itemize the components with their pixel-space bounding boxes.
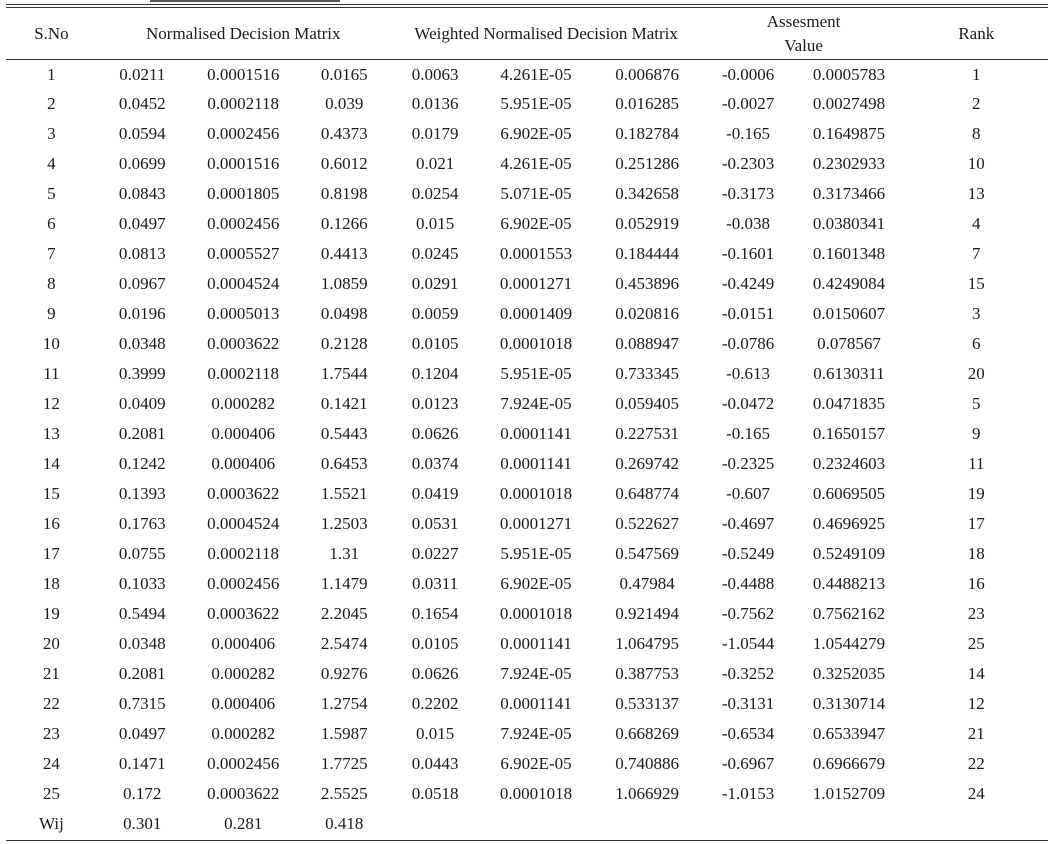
cell-ndm-3: 1.7725: [320, 754, 368, 773]
cell-wndm-1: 0.0626: [411, 424, 459, 443]
cell-sno: 16: [42, 514, 60, 533]
table-row: [6, 539, 1048, 569]
cell-wndm-1: 0.0374: [411, 454, 459, 473]
cell-wndm-1: 0.0419: [411, 484, 459, 503]
cell-ndm-1: 0.7315: [118, 694, 166, 713]
cell-ndm-1: 0.0497: [118, 214, 166, 233]
cell-assess-neg: -0.4697: [721, 514, 775, 533]
cell-ndm-1: 0.2081: [118, 664, 166, 683]
weight-value: 0.301: [123, 814, 162, 833]
cell-sno: 21: [42, 664, 60, 683]
cell-wndm-2: 7.924E-05: [500, 664, 572, 683]
cell-assess-pos: 0.4249084: [812, 274, 886, 293]
cell-wndm-2: 7.924E-05: [500, 394, 572, 413]
cell-ndm-1: 0.0211: [119, 65, 166, 84]
header-rank: Rank: [958, 23, 995, 43]
table-row: [6, 719, 1048, 749]
cell-ndm-2: 0.0002456: [207, 754, 280, 773]
cell-assess-pos: 0.5249109: [812, 544, 886, 563]
header-weighted-normalised-decision-matrix: Weighted Normalised Decision Matrix: [414, 23, 678, 43]
cell-ndm-2: 0.0002456: [207, 214, 280, 233]
table-row: [6, 239, 1048, 269]
empty-cell: [793, 809, 904, 839]
cell-ndm-1: 0.2081: [118, 424, 166, 443]
cell-ndm-1: 0.0755: [118, 544, 166, 563]
header-row: [6, 8, 1048, 59]
cell-ndm-3: 0.9276: [320, 664, 368, 683]
table-row: [6, 209, 1048, 239]
table-row: [6, 269, 1048, 299]
table-row: [6, 59, 1048, 89]
cell-assess-pos: 0.2324603: [812, 454, 886, 473]
cell-ndm-1: 0.0699: [118, 154, 166, 173]
cell-assess-neg: -0.165: [726, 124, 770, 143]
cell-wndm-3: 1.064795: [615, 634, 679, 653]
header-sno: S.No: [34, 23, 69, 43]
cell-wndm-3: 0.533137: [615, 694, 679, 713]
cell-assess-pos: 0.1650157: [812, 424, 886, 443]
cell-assess-neg: -0.0786: [721, 334, 775, 353]
table-body: [6, 59, 1048, 839]
cell-wndm-3: 0.547569: [615, 544, 679, 563]
cell-wndm-2: 5.071E-05: [500, 184, 572, 203]
header-assessment-line1: Assesment: [766, 11, 841, 31]
cell-wndm-2: 6.902E-05: [500, 754, 572, 773]
cell-ndm-2: 0.0004524: [207, 274, 280, 293]
empty-cell: [592, 809, 703, 839]
cell-wndm-3: 0.052919: [615, 214, 679, 233]
cell-rank: 18: [967, 544, 985, 563]
cell-ndm-2: 0.0001516: [207, 154, 280, 173]
cell-ndm-1: 0.3999: [118, 364, 166, 383]
cell-ndm-3: 0.0165: [320, 65, 368, 84]
cell-sno: 5: [47, 184, 56, 203]
cell-wndm-2: 0.0001553: [499, 244, 573, 263]
cell-wndm-3: 0.453896: [615, 274, 679, 293]
cell-assess-pos: 0.1649875: [812, 124, 886, 143]
cell-ndm-2: 0.0005013: [207, 304, 280, 323]
cell-rank: 13: [967, 184, 985, 203]
cell-sno: 24: [42, 754, 60, 773]
cell-assess-pos: 0.7562162: [812, 604, 886, 623]
cell-sno: 11: [43, 364, 60, 383]
cell-wndm-2: 6.902E-05: [500, 574, 572, 593]
cell-rank: 20: [967, 364, 985, 383]
cell-assess-neg: -0.0472: [721, 394, 775, 413]
cell-ndm-3: 1.5521: [320, 484, 368, 503]
cell-ndm-1: 0.1393: [118, 484, 166, 503]
cell-sno: 2: [47, 94, 56, 113]
table-row: [6, 299, 1048, 329]
top-rule: [6, 4, 1048, 5]
table-row: [6, 359, 1048, 389]
table-row: [6, 89, 1048, 119]
cell-wndm-1: 0.0105: [411, 334, 459, 353]
cell-wndm-1: 0.0254: [411, 184, 459, 203]
cell-wndm-1: 0.0059: [411, 304, 459, 323]
table-row: [6, 119, 1048, 149]
cell-assess-pos: 0.1601348: [812, 244, 886, 263]
cell-sno: 3: [47, 124, 56, 143]
cell-ndm-1: 0.1763: [118, 514, 166, 533]
cell-wndm-1: 0.0626: [411, 664, 459, 683]
cell-ndm-3: 0.8198: [320, 184, 368, 203]
cell-sno: 4: [47, 154, 56, 173]
cell-wndm-3: 1.066929: [615, 784, 679, 803]
cell-wndm-1: 0.0063: [411, 65, 459, 84]
table-row: [6, 629, 1048, 659]
cell-ndm-1: 0.0594: [118, 124, 166, 143]
cell-wndm-1: 0.0443: [411, 754, 459, 773]
cell-assess-neg: -1.0153: [721, 784, 775, 803]
cell-wndm-1: 0.1654: [411, 604, 459, 623]
cell-assess-pos: 0.4696925: [812, 514, 886, 533]
cell-wndm-3: 0.342658: [615, 184, 679, 203]
cell-assess-pos: 0.0027498: [812, 94, 886, 113]
cell-wndm-2: 0.0001271: [499, 274, 573, 293]
cell-wndm-3: 0.387753: [615, 664, 679, 683]
cell-wndm-1: 0.0105: [411, 634, 459, 653]
cell-sno: 10: [42, 334, 60, 353]
cell-sno: 6: [47, 214, 56, 233]
cell-assess-pos: 0.3173466: [812, 184, 886, 203]
empty-cell: [905, 809, 1048, 839]
cell-rank: 8: [972, 124, 981, 143]
cell-ndm-3: 1.5987: [320, 724, 368, 743]
cell-assess-neg: -0.3131: [721, 694, 775, 713]
table-row: [6, 179, 1048, 209]
cell-rank: 22: [967, 754, 985, 773]
cell-assess-neg: -0.2303: [721, 154, 775, 173]
cell-wndm-3: 0.251286: [615, 154, 679, 173]
cell-assess-pos: 0.6069505: [812, 484, 886, 503]
cell-ndm-3: 2.5474: [320, 634, 368, 653]
cell-wndm-1: 0.0245: [411, 244, 459, 263]
table-row: [6, 449, 1048, 479]
cropped-text-fragment: [150, 0, 340, 2]
cell-assess-pos: 0.0005783: [812, 65, 886, 84]
cell-assess-neg: -0.165: [726, 424, 770, 443]
weights-label: Wij: [39, 814, 64, 833]
header-normalised-decision-matrix: Normalised Decision Matrix: [146, 23, 341, 43]
cell-ndm-3: 0.1421: [320, 394, 368, 413]
cell-sno: 15: [42, 484, 60, 503]
cell-wndm-2: 7.924E-05: [500, 724, 572, 743]
cell-sno: 12: [42, 394, 60, 413]
cell-ndm-1: 0.1471: [118, 754, 166, 773]
cell-ndm-2: 0.0003622: [207, 604, 280, 623]
cell-wndm-1: 0.2202: [411, 694, 459, 713]
table-row: [6, 689, 1048, 719]
cell-rank: 3: [972, 304, 981, 323]
cell-wndm-1: 0.0123: [411, 394, 459, 413]
cell-ndm-2: 0.000282: [211, 394, 276, 413]
weights-row: [6, 809, 1048, 839]
cell-assess-neg: -0.4488: [721, 574, 775, 593]
cell-wndm-2: 0.0001409: [499, 304, 573, 323]
cell-wndm-3: 0.088947: [615, 334, 679, 353]
cell-assess-neg: -0.3173: [721, 184, 775, 203]
cell-sno: 23: [42, 724, 60, 743]
cell-rank: 4: [972, 214, 981, 233]
cell-ndm-1: 0.172: [123, 784, 162, 803]
cell-wndm-3: 0.522627: [615, 514, 679, 533]
cell-ndm-3: 2.5525: [320, 784, 368, 803]
cell-assess-pos: 0.0380341: [812, 214, 886, 233]
cell-ndm-2: 0.000406: [211, 694, 276, 713]
header-assessment-value: [703, 8, 905, 59]
header-assessment-line2: Value: [784, 35, 823, 55]
cell-rank: 7: [972, 244, 981, 263]
cell-sno: 19: [42, 604, 60, 623]
table-row: [6, 779, 1048, 809]
cell-sno: 14: [42, 454, 60, 473]
cell-ndm-1: 0.0196: [118, 304, 166, 323]
cell-sno: 7: [47, 244, 56, 263]
cell-rank: 5: [972, 394, 981, 413]
cell-wndm-2: 0.0001018: [499, 484, 573, 503]
cell-wndm-2: 0.0001141: [500, 694, 572, 713]
cell-wndm-3: 0.227531: [615, 424, 679, 443]
cell-wndm-3: 0.47984: [619, 574, 675, 593]
cell-ndm-3: 0.4413: [320, 244, 368, 263]
cell-ndm-3: 1.1479: [320, 574, 368, 593]
cell-ndm-1: 0.0967: [118, 274, 166, 293]
cell-assess-neg: -0.7562: [721, 604, 775, 623]
cell-wndm-2: 0.0001141: [500, 424, 572, 443]
cell-ndm-2: 0.000406: [211, 454, 276, 473]
weight-value: 0.281: [224, 814, 263, 833]
cell-wndm-2: 0.0001018: [499, 604, 573, 623]
cell-rank: 23: [967, 604, 985, 623]
cell-wndm-2: 0.0001018: [499, 784, 573, 803]
cell-wndm-2: 0.0001018: [499, 334, 573, 353]
table-row: [6, 389, 1048, 419]
cell-assess-neg: -0.1601: [721, 244, 775, 263]
cell-assess-neg: -0.0027: [721, 94, 775, 113]
cell-wndm-2: 0.0001141: [500, 454, 572, 473]
cell-assess-pos: 1.0152709: [812, 784, 886, 803]
cell-assess-pos: 0.0471835: [812, 394, 886, 413]
cell-rank: 21: [967, 724, 985, 743]
cell-ndm-1: 0.0348: [118, 334, 166, 353]
cell-sno: 18: [42, 574, 60, 593]
empty-cell: [481, 809, 592, 839]
cell-rank: 25: [967, 634, 985, 653]
cell-ndm-2: 0.000282: [211, 664, 276, 683]
weight-value: 0.418: [325, 814, 364, 833]
cell-ndm-1: 0.0409: [118, 394, 166, 413]
cell-ndm-1: 0.1033: [118, 574, 166, 593]
cell-rank: 14: [967, 664, 985, 683]
empty-cell: [390, 809, 481, 839]
cell-ndm-3: 0.6012: [320, 154, 368, 173]
table-row: [6, 329, 1048, 359]
cell-assess-neg: -0.0006: [721, 65, 775, 84]
cell-rank: 6: [972, 334, 981, 353]
cell-ndm-2: 0.0004524: [207, 514, 280, 533]
cell-wndm-3: 0.184444: [615, 244, 679, 263]
cell-wndm-3: 0.648774: [615, 484, 679, 503]
cell-ndm-2: 0.0002118: [207, 544, 280, 563]
cell-wndm-3: 0.921494: [615, 604, 679, 623]
cell-assess-pos: 0.2302933: [812, 154, 886, 173]
cell-wndm-2: 6.902E-05: [500, 214, 572, 233]
cell-ndm-2: 0.0002118: [207, 364, 280, 383]
table-row: [6, 149, 1048, 179]
cell-ndm-3: 0.4373: [320, 124, 368, 143]
cell-ndm-1: 0.0843: [118, 184, 166, 203]
cell-wndm-2: 5.951E-05: [500, 544, 572, 563]
cell-sno: 8: [47, 274, 56, 293]
cell-wndm-2: 6.902E-05: [500, 124, 572, 143]
cell-rank: 11: [968, 454, 985, 473]
cell-wndm-2: 0.0001141: [500, 634, 572, 653]
cell-rank: 17: [967, 514, 985, 533]
table-row: [6, 659, 1048, 689]
cell-wndm-1: 0.0136: [411, 94, 459, 113]
cell-assess-pos: 0.6130311: [813, 364, 885, 383]
cell-assess-neg: -0.6534: [721, 724, 775, 743]
cell-rank: 10: [967, 154, 985, 173]
cell-assess-pos: 0.6966679: [812, 754, 886, 773]
table-row: [6, 749, 1048, 779]
cell-wndm-3: 0.269742: [615, 454, 679, 473]
table-row: [6, 419, 1048, 449]
cell-ndm-3: 0.1266: [320, 214, 368, 233]
cell-wndm-1: 0.0518: [411, 784, 459, 803]
cell-rank: 9: [972, 424, 981, 443]
cell-assess-pos: 0.3252035: [812, 664, 886, 683]
cell-wndm-1: 0.021: [415, 154, 455, 173]
cell-rank: 2: [972, 94, 981, 113]
cell-assess-neg: -0.2325: [721, 454, 775, 473]
table-row: [6, 479, 1048, 509]
cell-rank: 15: [967, 274, 985, 293]
cell-wndm-3: 0.016285: [615, 94, 679, 113]
cell-wndm-3: 0.059405: [615, 394, 679, 413]
table-row: [6, 599, 1048, 629]
cell-ndm-2: 0.000406: [211, 424, 276, 443]
table-row: [6, 509, 1048, 539]
cell-assess-neg: -0.0151: [721, 304, 775, 323]
cell-wndm-2: 5.951E-05: [500, 94, 572, 113]
cell-wndm-1: 0.0179: [411, 124, 459, 143]
cell-ndm-3: 2.2045: [320, 604, 368, 623]
cell-wndm-1: 0.1204: [411, 364, 459, 383]
cell-ndm-1: 0.0497: [118, 724, 166, 743]
bottom-rule: [6, 840, 1048, 841]
cell-sno: 9: [47, 304, 56, 323]
cell-assess-neg: -0.5249: [721, 544, 775, 563]
empty-cell: [703, 809, 794, 839]
cell-rank: 16: [967, 574, 985, 593]
cell-sno: 22: [42, 694, 60, 713]
cell-ndm-2: 0.0003622: [207, 484, 280, 503]
cell-wndm-2: 4.261E-05: [500, 65, 572, 84]
cell-ndm-2: 0.0002456: [207, 124, 280, 143]
cell-wndm-3: 0.020816: [615, 304, 679, 323]
cell-ndm-3: 1.0859: [320, 274, 368, 293]
cell-wndm-1: 0.0227: [411, 544, 459, 563]
cell-ndm-3: 0.2128: [320, 334, 368, 353]
cell-ndm-3: 0.5443: [320, 424, 368, 443]
cell-ndm-2: 0.0002456: [207, 574, 280, 593]
cell-ndm-3: 1.2503: [320, 514, 368, 533]
cell-ndm-2: 0.000282: [211, 724, 276, 743]
cell-wndm-2: 5.951E-05: [500, 364, 572, 383]
cell-wndm-1: 0.015: [415, 724, 455, 743]
cell-rank: 1: [972, 65, 981, 84]
cell-ndm-3: 1.7544: [320, 364, 368, 383]
cell-rank: 12: [967, 694, 985, 713]
cell-wndm-3: 0.733345: [615, 364, 679, 383]
cell-ndm-1: 0.1242: [118, 454, 166, 473]
cell-ndm-1: 0.0813: [118, 244, 166, 263]
cell-assess-neg: -0.4249: [721, 274, 775, 293]
cell-sno: 17: [42, 544, 60, 563]
cell-ndm-2: 0.0003622: [207, 784, 280, 803]
cell-sno: 25: [42, 784, 60, 803]
cell-assess-neg: -0.038: [726, 214, 770, 233]
cell-assess-pos: 0.6533947: [812, 724, 886, 743]
cell-assess-neg: -0.613: [726, 364, 770, 383]
decision-matrix-table: [6, 8, 1048, 839]
cell-assess-pos: 1.0544279: [812, 634, 886, 653]
cell-ndm-2: 0.000406: [211, 634, 276, 653]
cell-assess-neg: -1.0544: [721, 634, 775, 653]
cell-ndm-1: 0.0348: [118, 634, 166, 653]
cell-ndm-2: 0.0005527: [207, 244, 280, 263]
cell-wndm-3: 0.182784: [615, 124, 679, 143]
cell-rank: 19: [967, 484, 985, 503]
cell-wndm-1: 0.0291: [411, 274, 459, 293]
cell-assess-neg: -0.6967: [721, 754, 775, 773]
cell-assess-neg: -0.3252: [721, 664, 775, 683]
cell-ndm-2: 0.0001805: [207, 184, 280, 203]
cell-ndm-2: 0.0001516: [207, 65, 280, 84]
cell-ndm-1: 0.5494: [118, 604, 166, 623]
cell-wndm-1: 0.015: [415, 214, 455, 233]
cell-ndm-3: 0.6453: [320, 454, 368, 473]
cell-ndm-1: 0.0452: [118, 94, 166, 113]
table-row: [6, 569, 1048, 599]
cell-ndm-3: 1.2754: [320, 694, 368, 713]
cell-sno: 20: [42, 634, 60, 653]
cell-assess-pos: 0.0150607: [812, 304, 886, 323]
cell-wndm-3: 0.740886: [615, 754, 679, 773]
cell-wndm-2: 4.261E-05: [500, 154, 572, 173]
cell-sno: 1: [47, 65, 56, 84]
cell-ndm-3: 0.0498: [320, 304, 368, 323]
cell-wndm-1: 0.0531: [411, 514, 459, 533]
cell-wndm-1: 0.0311: [412, 574, 459, 593]
cell-ndm-2: 0.0002118: [207, 94, 280, 113]
cell-wndm-3: 0.668269: [615, 724, 679, 743]
cell-wndm-2: 0.0001271: [499, 514, 573, 533]
cell-ndm-3: 0.039: [325, 94, 364, 113]
cell-assess-pos: 0.3130714: [812, 694, 886, 713]
cell-wndm-3: 0.006876: [615, 65, 679, 84]
cell-rank: 24: [967, 784, 985, 803]
cell-assess-pos: 0.4488213: [812, 574, 886, 593]
cell-ndm-3: 1.31: [329, 544, 360, 563]
cell-assess-neg: -0.607: [726, 484, 770, 503]
cell-assess-pos: 0.078567: [817, 334, 881, 353]
cell-ndm-2: 0.0003622: [207, 334, 280, 353]
cell-sno: 13: [42, 424, 60, 443]
